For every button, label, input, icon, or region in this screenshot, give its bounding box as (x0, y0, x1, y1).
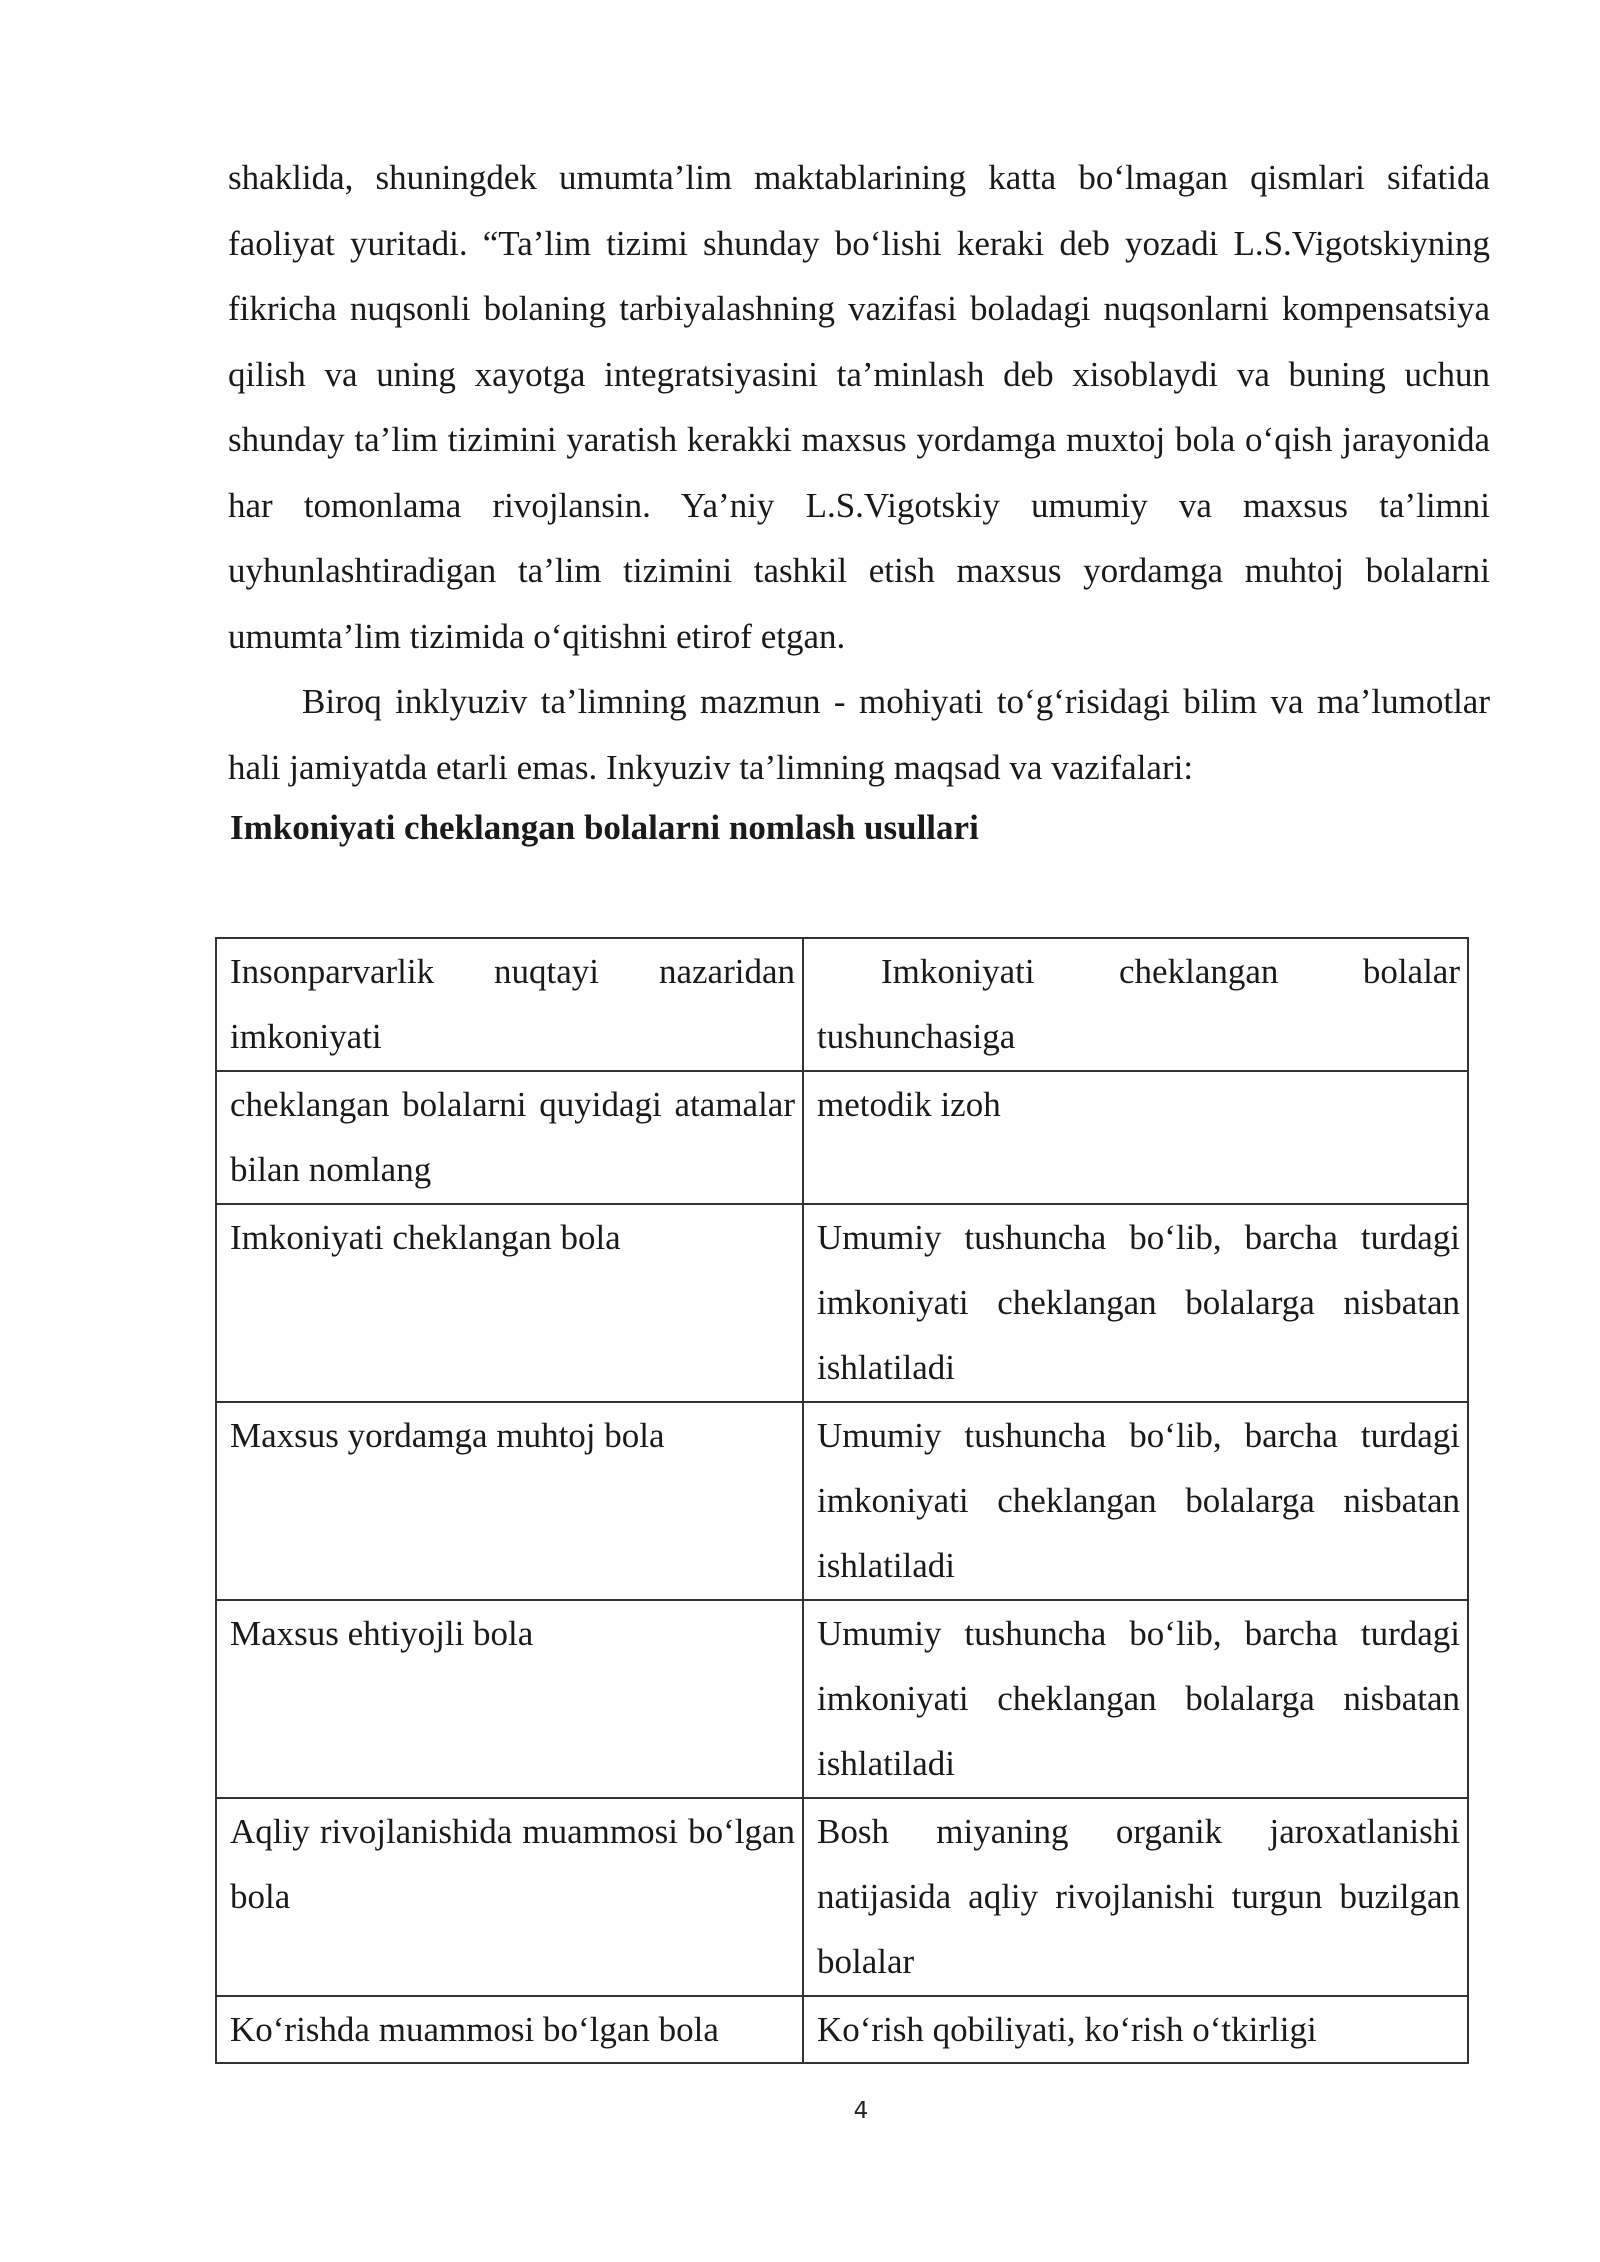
table-row (216, 1402, 1468, 1600)
table-cell-term: Imkoniyati cheklangan bola (216, 1204, 803, 1402)
table-title: Imkoniyati cheklangan bolalarni nomlash usullari (230, 808, 979, 847)
table-cell-term: Aqliy rivojlanishida muammosi bo‘lgan bola (216, 1798, 803, 1996)
body-paragraph: Biroq inklyuziv ta’limning mazmun - mohiyati to‘g‘risidagi bilim va ma’lumotlar hali jamiyatda etarli emas. Inkyuziv ta’limning maqsad va vazifalari: (228, 682, 1490, 787)
table-row (216, 1996, 1468, 2063)
table-row (216, 938, 1468, 1071)
table-row (216, 1600, 1468, 1798)
table-cell-term: Maxsus yordamga muhtoj bola (216, 1402, 803, 1600)
table-row (216, 1204, 1468, 1402)
table-cell-term: Insonparvarlik nuqtayi nazaridan imkoniyati (216, 938, 803, 1071)
table-cell-term: Maxsus ehtiyojli bola (216, 1600, 803, 1798)
table-cell-term: cheklangan bolalarni quyidagi atamalar bilan nomlang (216, 1071, 803, 1204)
table-cell-explanation: Ko‘rish qobiliyati, ko‘rish o‘tkirligi (803, 1996, 1468, 2063)
table-cell-explanation: metodik izoh (803, 1071, 1468, 1204)
table-cell-explanation: Bosh miyaning organik jaroxatlanishi natijasida aqliy rivojlanishi turgun buzilgan bolalar (803, 1798, 1468, 1996)
table-cell-explanation: Umumiy tushuncha bo‘lib, barcha turdagi imkoniyati cheklangan bolalarga nisbatan ishlatiladi (803, 1402, 1468, 1600)
document-body (228, 145, 1490, 856)
table-cell-explanation: Umumiy tushuncha bo‘lib, barcha turdagi imkoniyati cheklangan bolalarga nisbatan ishlatiladi (803, 1204, 1468, 1402)
table-row (216, 1071, 1468, 1204)
naming-methods-table (215, 937, 1469, 2064)
page-number: 4 (853, 2098, 869, 2124)
table-cell-term: Ko‘rishda muammosi bo‘lgan bola (216, 1996, 803, 2063)
table-row (216, 1798, 1468, 1996)
table-cell-explanation: Umumiy tushuncha bo‘lib, barcha turdagi imkoniyati cheklangan bolalarga nisbatan ishlatiladi (803, 1600, 1468, 1798)
table-cell-explanation: Imkoniyati cheklangan bolalar tushunchasiga (803, 938, 1468, 1071)
body-paragraph: shaklida, shuningdek umumta’lim maktablarining katta bo‘lmagan qismlari sifatida faoliyat yuritadi. “Ta’lim tizimi shunday bo‘lishi keraki deb yozadi L.S.Vigotskiyning fikricha nuqsonli bolaning tarbiyalashning vazifasi boladagi nuqsonlarni kompensatsiya qilish va uning xayotga integratsiyasini ta’minlash deb xisoblaydi va buning uchun shunday ta’lim tizimini yaratish kerakki maxsus yordamga muxtoj bola o‘qish jarayonida har tomonlama rivojlansin. Ya’niy L.S.Vigotskiy umumiy va maxsus ta’limni uyhunlashtiradigan ta’lim tizimini tashkil etish maxsus yordamga muhtoj bolalarni umumta’lim tizimida o‘qitishni etirof etgan. (228, 158, 1490, 656)
